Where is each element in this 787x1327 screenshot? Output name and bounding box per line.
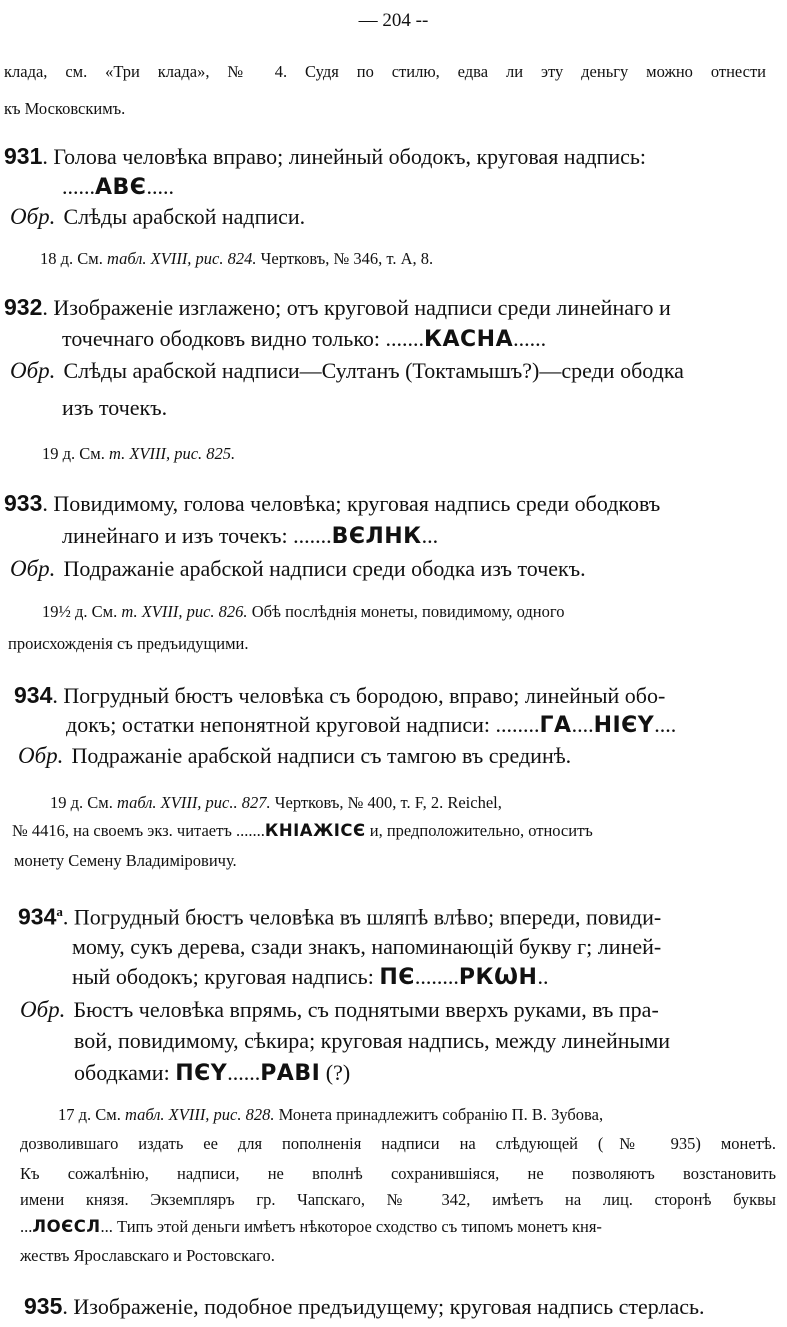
intro-line-2: къ Московскимъ. bbox=[4, 99, 126, 118]
entry-934-obverse bbox=[18, 744, 571, 767]
entry-934a-obverse-line-2: вой, повидимому, сѣкира; круговая надпись, между линейными bbox=[74, 1028, 671, 1053]
dots: ...... bbox=[513, 326, 547, 351]
ref-text: 19 д. См. bbox=[50, 793, 117, 812]
entry-number: 935 bbox=[24, 1293, 63, 1319]
dots: ... bbox=[20, 1217, 33, 1236]
entry-text: линейнаго и изъ точекъ: ....... bbox=[62, 523, 332, 548]
legend-text: КАСНА bbox=[424, 327, 514, 352]
obverse-label: Обр. bbox=[10, 556, 56, 581]
entry-933-line-1 bbox=[4, 492, 660, 515]
entry-number: 932 bbox=[4, 294, 43, 320]
obverse-text: Подражаніе арабской надписи среди ободка изъ точекъ. bbox=[63, 556, 586, 581]
ref-text: и, предположительно, относитъ bbox=[365, 821, 593, 840]
ref-text: 18 д. См. bbox=[40, 249, 107, 268]
entry-934a-reference-line-2: дозволившаго издать ее для пополненія надписи на слѣдующей (№ 935) монетѣ. bbox=[20, 1134, 776, 1153]
entry-934a-line-2: мому, сукъ дерева, сзади знакъ, напоминающій букву г; линей- bbox=[72, 934, 662, 959]
ref-text: ... Типъ этой деньги имѣетъ нѣкоторое сходство съ типомъ монетъ кня- bbox=[100, 1217, 602, 1236]
ref-text: Чертковъ, № 346, т. А, 8. bbox=[256, 249, 434, 268]
entry-934-line-2 bbox=[66, 714, 676, 737]
legend-text: ВЄЛНК bbox=[331, 524, 422, 549]
obverse-text: Слѣды арабской надписи. bbox=[63, 204, 306, 229]
entry-text: ободками: bbox=[74, 1060, 176, 1085]
ref-text: 19 д. См. bbox=[42, 444, 109, 463]
legend-text: РКѠН bbox=[458, 965, 538, 990]
entry-text: . Изображеніе изглажено; отъ круговой надписи среди линейнаго и bbox=[42, 295, 671, 320]
entry-934a-reference-line-4: имени князя. Экземпляръ гр. Чапскаго, № 342, имѣетъ на лиц. сторонѣ буквы bbox=[20, 1190, 776, 1209]
ref-text: 19½ д. См. bbox=[42, 602, 122, 621]
legend-text: НІЄҮ bbox=[593, 713, 655, 738]
entry-934-reference-line-1 bbox=[50, 795, 502, 812]
entry-934-reference-line-3: монету Семену Владиміровичу. bbox=[14, 851, 237, 870]
dots: ... bbox=[421, 523, 439, 548]
entry-text: . Погрудный бюстъ человѣка въ шляпѣ влѣво; впереди, повиди- bbox=[62, 904, 662, 930]
entry-933-obverse bbox=[10, 557, 586, 580]
entry-931-line-1 bbox=[4, 145, 646, 168]
entry-number: 934 bbox=[14, 682, 53, 708]
entry-text: . Голова человѣка вправо; линейный ободокъ, круговая надпись: bbox=[42, 144, 646, 169]
entry-text: . Повидимому, голова человѣка; круговая надпись среди ободковъ bbox=[42, 491, 661, 516]
ref-italic: табл. XVIII, рис.. 827. bbox=[116, 793, 271, 812]
entry-934a-reference-line-1 bbox=[58, 1107, 603, 1124]
entry-934a-reference-line-6: жествъ Ярославскаго и Ростовскаго. bbox=[20, 1246, 275, 1265]
dots: .... bbox=[571, 712, 594, 737]
entry-932-obverse-line-2: изъ точекъ. bbox=[62, 395, 168, 420]
entry-932-line-2 bbox=[62, 328, 546, 351]
entry-934a-reference-line-5 bbox=[20, 1219, 602, 1236]
ref-text: Монета принадлежитъ собранію П. В. Зубова, bbox=[274, 1105, 604, 1124]
obverse-label: Обр. bbox=[18, 743, 64, 768]
obverse-label: Обр. bbox=[10, 204, 56, 229]
entry-934a-reference-line-3: Къ сожалѣнію, надписи, не вполнѣ сохранившіяся, не позволяютъ возстановить bbox=[20, 1164, 776, 1183]
entry-933-reference-line-2: происхожденія съ предъидущими. bbox=[8, 634, 249, 653]
legend-text: КНІАЖІСЄ bbox=[264, 821, 366, 840]
entry-931-reference bbox=[40, 251, 433, 268]
intro-line-1: клада, см. «Три клада», № 4. Судя по стилю, едва ли эту деньгу можно отнести bbox=[4, 62, 766, 81]
obverse-label: Обр. bbox=[10, 358, 56, 383]
obverse-text: Слѣды арабской надписи—Султанъ (Токтамышъ?)—среди ободка bbox=[63, 358, 684, 383]
ref-italic: т. XVIII, рис. 826. bbox=[121, 602, 248, 621]
entry-933-line-2 bbox=[62, 525, 438, 548]
obverse-text: Бюстъ человѣка впрямь, съ поднятыми вверхъ руками, въ пра- bbox=[73, 997, 659, 1022]
dots: .. bbox=[537, 964, 549, 989]
dots: ..... bbox=[146, 174, 174, 199]
entry-934a-obverse-line-3 bbox=[74, 1062, 350, 1085]
entry-935-line-1 bbox=[24, 1295, 705, 1318]
entry-932-line-1 bbox=[4, 296, 671, 319]
entry-text: ный ободокъ; круговая надпись: bbox=[72, 964, 380, 989]
entry-text: . Погрудный бюстъ человѣка съ бородою, вправо; линейный обо- bbox=[52, 683, 666, 708]
legend-text: ГА bbox=[539, 713, 572, 738]
entry-934-line-1 bbox=[14, 684, 665, 707]
dots: ...... bbox=[62, 174, 95, 199]
legend-text: ЛОЄСЛ bbox=[32, 1217, 101, 1236]
entry-931-line-2 bbox=[62, 176, 174, 199]
entry-text: . Изображеніе, подобное предъидущему; круговая надпись стерлась. bbox=[62, 1294, 705, 1319]
entry-932-reference bbox=[42, 446, 235, 463]
ref-italic: табл. XVIII, рис. 824. bbox=[106, 249, 257, 268]
entry-933-reference-line-1 bbox=[42, 604, 564, 621]
dots: ........ bbox=[414, 964, 459, 989]
legend-text: РАВІ bbox=[260, 1061, 321, 1086]
entry-superscript: а bbox=[56, 904, 63, 919]
ref-text: Обѣ послѣднія монеты, повидимому, одного bbox=[247, 602, 565, 621]
entry-934a-obverse-line-1 bbox=[20, 998, 659, 1021]
dots: .... bbox=[654, 712, 677, 737]
entry-number: 934 bbox=[18, 903, 57, 930]
entry-text: докъ; остатки непонятной круговой надписи: ........ bbox=[66, 712, 540, 737]
ref-text: № 4416, на своемъ экз. читаетъ ....... bbox=[12, 821, 265, 840]
page-number: — 204 -- bbox=[358, 10, 429, 31]
ref-text: Чертковъ, № 400, т. F, 2. Reichel, bbox=[270, 793, 502, 812]
legend-text: АВЄ bbox=[95, 175, 147, 200]
obverse-text: Подражаніе арабской надписи съ тамгою въ срединѣ. bbox=[71, 743, 572, 768]
entry-931-obverse bbox=[10, 205, 305, 228]
ref-italic: табл. XVIII, рис. 828. bbox=[124, 1105, 275, 1124]
entry-number: 931 bbox=[4, 143, 43, 169]
entry-number: 933 bbox=[4, 490, 43, 516]
entry-934a-line-1 bbox=[18, 905, 661, 928]
entry-text: (?) bbox=[320, 1060, 351, 1085]
dots: ...... bbox=[227, 1060, 261, 1085]
legend-text: ПЄ bbox=[379, 965, 415, 990]
entry-932-obverse-line-1 bbox=[10, 359, 684, 382]
entry-934a-line-3 bbox=[72, 966, 548, 989]
ref-italic: т. XVIII, рис. 825. bbox=[108, 444, 236, 463]
legend-text: ПЄҮ bbox=[175, 1061, 228, 1086]
obverse-label: Обр. bbox=[20, 997, 66, 1022]
ref-text: 17 д. См. bbox=[58, 1105, 125, 1124]
entry-934-reference-line-2 bbox=[12, 823, 593, 840]
entry-text: точечнаго ободковъ видно только: ....... bbox=[62, 326, 425, 351]
